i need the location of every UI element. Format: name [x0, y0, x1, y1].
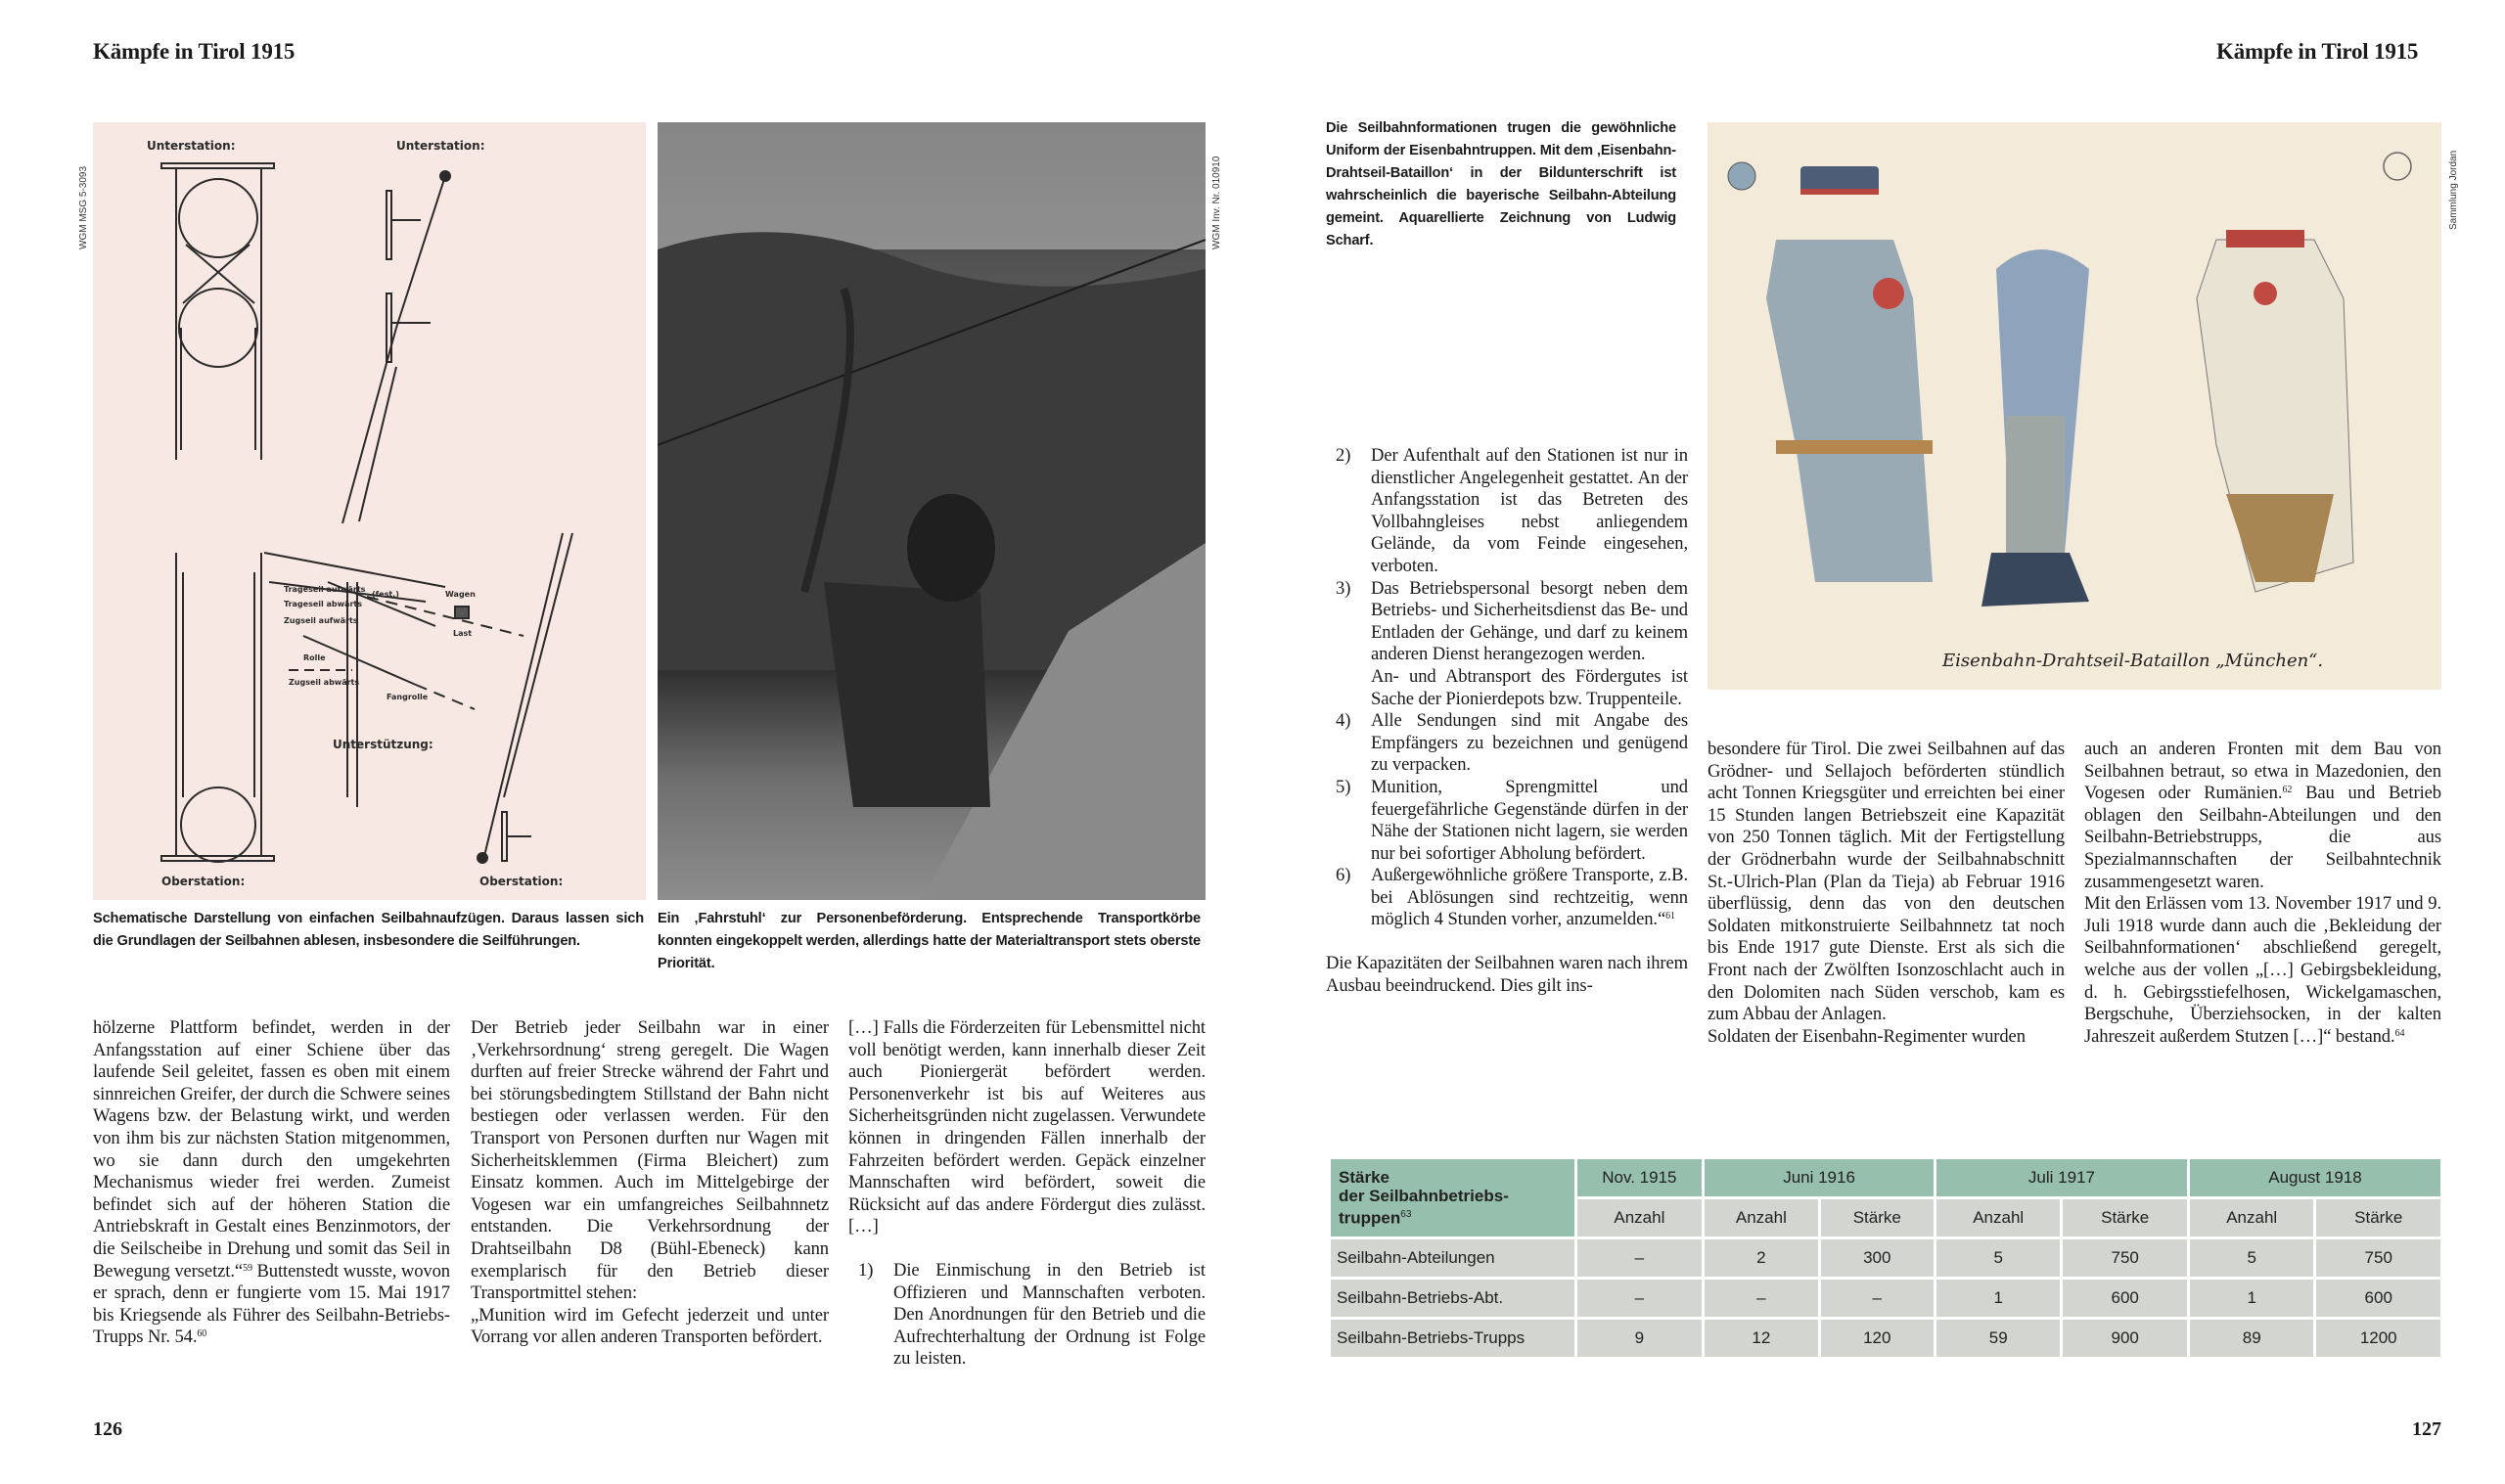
table-cell: 120 — [1821, 1320, 1934, 1357]
table-row — [1331, 1239, 2440, 1277]
label-unterstation-left: Unterstation: — [147, 139, 236, 153]
table-cell: – — [1705, 1280, 1817, 1317]
left-body-col-1 — [93, 1017, 450, 1349]
footnote-ref[interactable]: 64 — [2394, 1027, 2405, 1039]
table-row — [1331, 1320, 2440, 1357]
uniform-watercolor — [1708, 122, 2441, 690]
label-fangrolle: Fangrolle — [387, 693, 429, 701]
running-head-left: Kämpfe in Tirol 1915 — [93, 39, 296, 64]
paragraph: Mit den Erlässen vom 13. November 1917 und 9. Juli 1918 wurde dann auch die ‚Bekleidung der Seilbahnformationen‘ abschließend geregelt, welche aus der vollen „[…] Gebirgsbekleidung, d. h. Gebirgsstiefelhosen, Wickelgamaschen, Bergschuhe, Überziehsocken, in der kalten Jahreszeit außerdem Stutzen […]“ bestand.$^{64}$ — [2084, 893, 2441, 1047]
subheader: Anzahl — [1705, 1199, 1817, 1237]
table-cell: 750 — [2063, 1239, 2187, 1277]
subheader: Stärke — [1821, 1199, 1934, 1237]
right-body-col-2 — [1708, 739, 2065, 1048]
label-oberstation-left: Oberstation: — [161, 875, 246, 888]
label-tragseil-abwaerts: Trageseil abwärts — [284, 600, 362, 608]
period-header: Nov. 1915 — [1577, 1159, 1703, 1196]
right-body-col-3 — [2084, 739, 2441, 1048]
label-rolle: Rolle — [303, 653, 326, 662]
list-item: 2) Der Aufenthalt auf den Stationen ist nur in dienstlicher Angelegenheit gestattet. An der Anfangsstation ist das Betreten des Vollbahngleises nebst anliegendem Gelände, da vom Feinde eingesehen, verboten. — [1336, 445, 1688, 576]
left-body-col-3 — [848, 1017, 1206, 1371]
paragraph: […] Falls die Förderzeiten für Lebensmittel nicht voll benötigt werden, kann innerhalb dieser Zeit auch Pioniergerät befördert werden. Personenverkehr ist bis auf Weiteres aus Sicherheitsgründen nicht zugelassen. Verwundete können in dringenden Fällen innerhalb der Fahrzeiten befördert werden. Gepäck einzelner Mannschaften wird befördert, soweit die Rücksicht auf das andere Fördergut dies zulässt. […] — [848, 1017, 1206, 1237]
uniform-credit: Sammlung Jordan — [2448, 150, 2459, 230]
cable-car-diagram — [93, 122, 646, 900]
page-number-right: 127 — [2412, 1418, 2441, 1440]
quote-paragraph: „Munition wird im Gefecht jederzeit und unter Vorrang vor allen anderen Transporten befördert. — [471, 1304, 829, 1348]
label-oberstation-right: Oberstation: — [479, 875, 564, 888]
photo-caption: Ein ‚Fahrstuhl‘ zur Personenbeförderung. Entsprechende Transportkörbe konnten eingekoppelt werden, allerdings hatte der Materialtransport stets oberste Priorität. — [658, 911, 1201, 971]
paragraph: auch an anderen Fronten mit dem Bau von Seilbahnen betraut, so etwa in Mazedonien, den Vogesen oder Rumänien.$^{62}$ Bau und Betrieb oblagen den Seilbahn-Abteilungen und den Seilbahn-Betriebstrupps, die aus Spezialmannschaften der Seilbahntechnik zusammengesetzt waren. — [2084, 739, 2442, 892]
label-unterstation-right: Unterstation: — [396, 139, 485, 153]
label-wagen: Wagen — [445, 590, 476, 599]
footnote-ref[interactable]: 62 — [2282, 785, 2293, 796]
subheader: Anzahl — [2190, 1199, 2314, 1237]
page-number-left: 126 — [93, 1418, 122, 1440]
table-cell: 300 — [1821, 1239, 1934, 1277]
diagram-drawing — [93, 122, 646, 900]
table-cell: 600 — [2316, 1280, 2440, 1317]
paragraph: besondere für Tirol. Die zwei Seilbahnen auf das Grödner- und Sellajoch beförderten stündlich acht Tonnen Kriegsgüter und erreichten bei einer 15 Stunden langen Betriebszeit eine Kapazität von 250 Tonnen täglich. Mit der Fertigstellung der Grödnerbahn wurde der Seilbahnabschnitt St.-Ulrich-Plan (Plan da Tieja) ab Februar 1916 überflüssig, denn das von den deutschen Soldaten mitkonstruierte Seilbahnnetz tat noch bis Ende 1917 gute Dienste. Erst als sich die Front nach der Zwölften Isonzoschlacht auch in den Dolomiten nach Süden verschob, kam es zum Abbau der Anlagen. — [1708, 739, 2065, 1025]
table-cell: 600 — [2063, 1280, 2187, 1317]
label-zugseil-abwaerts: Zugseil abwärts — [289, 678, 360, 687]
table-cell: 5 — [2190, 1239, 2314, 1277]
table-cell: 5 — [1936, 1239, 2061, 1277]
footnote-ref[interactable]: 63 — [1400, 1209, 1412, 1221]
subheader: Anzahl — [1577, 1199, 1703, 1237]
diagram-caption: Schematische Darstellung von einfachen Seilbahnaufzügen. Daraus lassen sich die Grundlagen der Seilbahnen ablesen, insbesondere die Seilführungen. — [93, 911, 644, 949]
row-label: Seilbahn-Betriebs-Abt. — [1331, 1280, 1574, 1317]
diagram-credit: WGM MSG 5-3093 — [78, 165, 89, 249]
uniform-drawing — [1708, 122, 2441, 690]
table-title: Stärke der Seilbahnbetriebs- truppen$^{63}$ — [1331, 1159, 1574, 1237]
list-item: 5) Munition, Sprengmittel und feuergefährliche Gegenstände dürfen in der Nähe der Stationen nicht lagern, sie werden nur bei sofortiger Abholung befördert. — [1336, 776, 1688, 864]
table-cell: 12 — [1705, 1320, 1817, 1357]
paragraph: hölzerne Plattform befindet, werden in der Anfangsstation auf einer Schiene über das laufende Seil geleitet, fassen es oben mit einem sinnreichen Greifer, der durch die Schwere seines Wagens bzw. der Belastung wirkt, und werden von ihm bis zur nächsten Station mitgenommen, wo sie dann durch den umgekehrten Mechanismus wieder frei werden. Zumeist befindet sich auf der höheren Station die Antriebskraft in Gestalt eines Benzinmotors, der die Seilscheibe in Drehung und somit das Seil in Bewegung versetzt.“$^{59}$ Buttenstedt wusste, wovon er sprach, denn er fungierte vom 15. Mai 1917 bis Kriegsende als Führer des Seilbahn-Betriebs-Trupps Nr. 54.60 — [93, 1017, 450, 1348]
table-cell: – — [1577, 1280, 1703, 1317]
list-item: 4) Alle Sendungen sind mit Angabe des Empfängers zu bezeichnen und genügend zu verpacken. — [1336, 710, 1688, 776]
list-item: 1) Die Einmischung in den Betrieb ist Offizieren und Mannschaften verboten. Den Anordnungen für den Betrieb und die Aufrechterhaltung der Ordnung ist Folge zu leisten. — [858, 1259, 1206, 1370]
photo-credit: WGM Inv. Nr. 010910 — [1211, 156, 1222, 249]
right-body-col-1 — [1326, 445, 1688, 997]
table-cell: 1 — [2190, 1280, 2314, 1317]
table-row — [1331, 1280, 2440, 1317]
period-header: Juli 1917 — [1936, 1159, 2187, 1196]
table-cell: 900 — [2063, 1320, 2187, 1357]
label-zugseil-aufwaerts: Zugseil aufwärts — [284, 616, 358, 625]
table-cell: – — [1577, 1239, 1703, 1277]
subheader: Stärke — [2063, 1199, 2187, 1237]
label-tragseil-aufwaerts: Trageseil aufwärts — [284, 585, 366, 594]
row-label: Seilbahn-Abteilungen — [1331, 1239, 1574, 1277]
period-header: August 1918 — [2190, 1159, 2440, 1196]
table-cell: 750 — [2316, 1239, 2440, 1277]
table-cell: 1 — [1936, 1280, 2061, 1317]
paragraph: Die Kapazitäten der Seilbahnen waren nach ihrem Ausbau beeindruckend. Dies gilt ins- — [1326, 953, 1688, 996]
table-cell: 59 — [1936, 1320, 2061, 1357]
subheader: Stärke — [2316, 1199, 2440, 1237]
strength-table — [1328, 1156, 2443, 1360]
table-cell: 89 — [2190, 1320, 2314, 1357]
table-cell: 2 — [1705, 1239, 1817, 1277]
list-item: 6) Außergewöhnliche größere Transporte, z.B. bei Ablösungen sind rechtzeitig, wenn möglich 4 Stunden vorher, anzumelden.“$^{61}$ — [1336, 865, 1688, 930]
paragraph: Soldaten der Eisenbahn-Regimenter wurden — [1708, 1025, 2026, 1047]
table-header-row — [1331, 1159, 2440, 1196]
footnote-ref[interactable]: 60 — [197, 1328, 207, 1340]
rules-list-continued — [1326, 445, 1688, 931]
table-cell: – — [1821, 1280, 1934, 1317]
paragraph: Der Betrieb jeder Seilbahn war in einer ‚Verkehrsordnung‘ streng geregelt. Die Wagen durften auf freier Strecke während der Fahrt und bei störungsbedingtem Stillstand der Bahn nicht bestiegen oder verlassen werden. Für den Transport von Personen durften nur Wagen mit Sicherheitsklemmen (Firma Bleichert) zum Einsatz kommen. Auch im Mittelgebirge der Vogesen war ein umfangreiches Seilbahnnetz entstanden. Die Verkehrsordnung der Drahtseilbahn D8 (Bühl-Ebeneck) kann exemplarisch für den Betrieb dieser Transportmittel stehen: — [471, 1017, 829, 1304]
list-item: 3) Das Betriebspersonal besorgt neben dem Betriebs- und Sicherheitsdienst das Be- und Entladen der Gehänge, und darf zu keinem anderen Dienst herangezogen werden. An- und Abtransport des Fördergutes ist Sache der Pionierdepots bzw. Truppenteile. — [1336, 577, 1688, 709]
left-body-col-2 — [471, 1017, 829, 1349]
footnote-ref[interactable]: 61 — [1665, 911, 1675, 922]
table-cell: 1200 — [2316, 1320, 2440, 1357]
strength-table-wrapper — [1328, 1156, 2443, 1360]
row-label: Seilbahn-Betriebs-Trupps — [1331, 1320, 1574, 1357]
footnote-ref[interactable]: 59 — [243, 1262, 252, 1274]
table-cell: 9 — [1577, 1320, 1703, 1357]
label-last: Last — [453, 629, 473, 638]
rules-list — [848, 1260, 1206, 1371]
subheader: Anzahl — [1936, 1199, 2061, 1237]
period-header: Juni 1916 — [1705, 1159, 1934, 1196]
chairlift-photo-drawing — [658, 122, 1206, 900]
chairlift-photo — [658, 122, 1206, 900]
running-head-right: Kämpfe in Tirol 1915 — [2216, 39, 2419, 64]
label-fest: (fest.) — [372, 590, 399, 599]
handwritten-caption: Eisenbahn-Drahtseil-Bataillon „München“. — [1942, 651, 2324, 671]
label-unterstuetzung: Unterstützung: — [333, 738, 433, 751]
uniform-caption: Die Seilbahnformationen trugen die gewöhnliche Uniform der Eisenbahntruppen. Mit dem ‚Eisenbahn-Drahtseil-Bataillon‘ in der Bildunterschrift ist wahrscheinlich die bayerische Seilbahn-Abteilung gemeint. Aquarellierte Zeichnung von Ludwig Scharf. — [1326, 120, 1676, 248]
